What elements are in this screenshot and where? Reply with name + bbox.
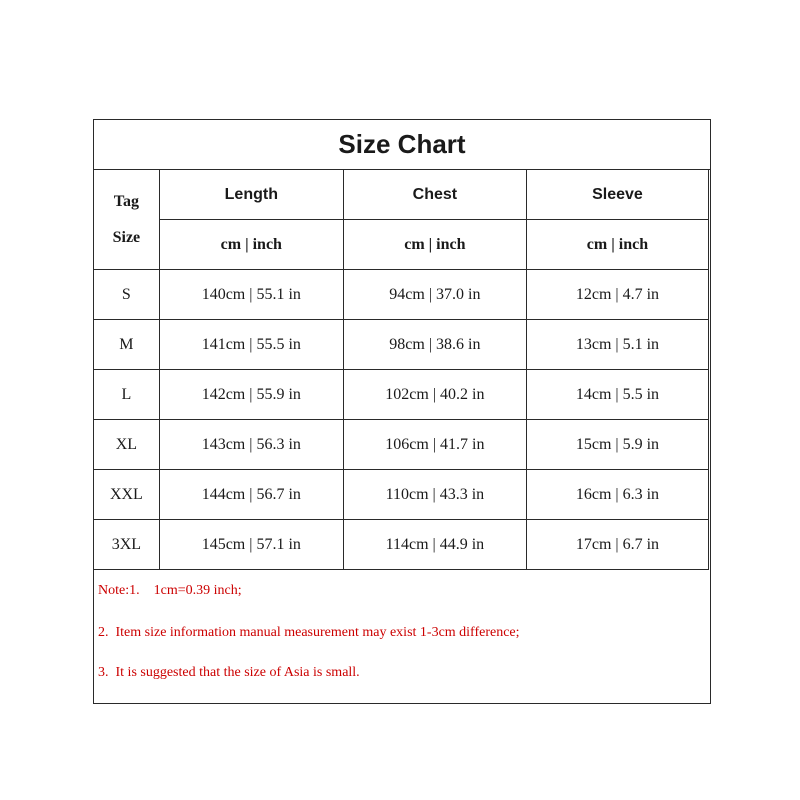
page-title: Size Chart [94,120,710,170]
chest-cell: 102cm | 40.2 in [343,370,526,420]
table-row [94,520,709,570]
length-cell: 145cm | 57.1 in [159,520,343,570]
note-line: 2. Item size information manual measurement may exist 1-3cm difference; [98,625,520,640]
column-header-length: Length [159,170,343,220]
table-row [94,420,709,470]
unit-label-chest: cm | inch [343,220,526,270]
chest-cell: 114cm | 44.9 in [343,520,526,570]
size-chart-frame [93,119,711,704]
size-cell: L [94,370,160,420]
size-cell: 3XL [94,520,160,570]
length-cell: 140cm | 55.1 in [159,270,343,320]
column-header-sleeve: Sleeve [526,170,708,220]
sleeve-cell: 13cm | 5.1 in [526,320,708,370]
chest-cell: 94cm | 37.0 in [343,270,526,320]
size-table [93,169,709,570]
unit-label-length: cm | inch [159,220,343,270]
chest-cell: 110cm | 43.3 in [343,470,526,520]
chest-cell: 106cm | 41.7 in [343,420,526,470]
size-label: Size [112,228,141,246]
table-unit-row [94,220,709,270]
tag-label: Tag [113,192,139,210]
length-cell: 144cm | 56.7 in [159,470,343,520]
size-cell: XXL [94,470,160,520]
chest-cell: 98cm | 38.6 in [343,320,526,370]
table-row [94,370,709,420]
size-cell: S [94,270,160,320]
table-header-row [94,170,709,220]
note-line: Note:1. 1cm=0.39 inch; [98,583,242,598]
sleeve-cell: 17cm | 6.7 in [526,520,708,570]
sleeve-cell: 14cm | 5.5 in [526,370,708,420]
table-row [94,470,709,520]
column-header-chest: Chest [343,170,526,220]
length-cell: 143cm | 56.3 in [159,420,343,470]
length-cell: 141cm | 55.5 in [159,320,343,370]
unit-label-sleeve: cm | inch [526,220,708,270]
note-line: 3. It is suggested that the size of Asia is small. [98,665,360,680]
table-row [94,270,709,320]
tag-size-header [94,170,160,270]
size-cell: M [94,320,160,370]
length-cell: 142cm | 55.9 in [159,370,343,420]
sleeve-cell: 16cm | 6.3 in [526,470,708,520]
sleeve-cell: 12cm | 4.7 in [526,270,708,320]
size-cell: XL [94,420,160,470]
sleeve-cell: 15cm | 5.9 in [526,420,708,470]
table-row [94,320,709,370]
